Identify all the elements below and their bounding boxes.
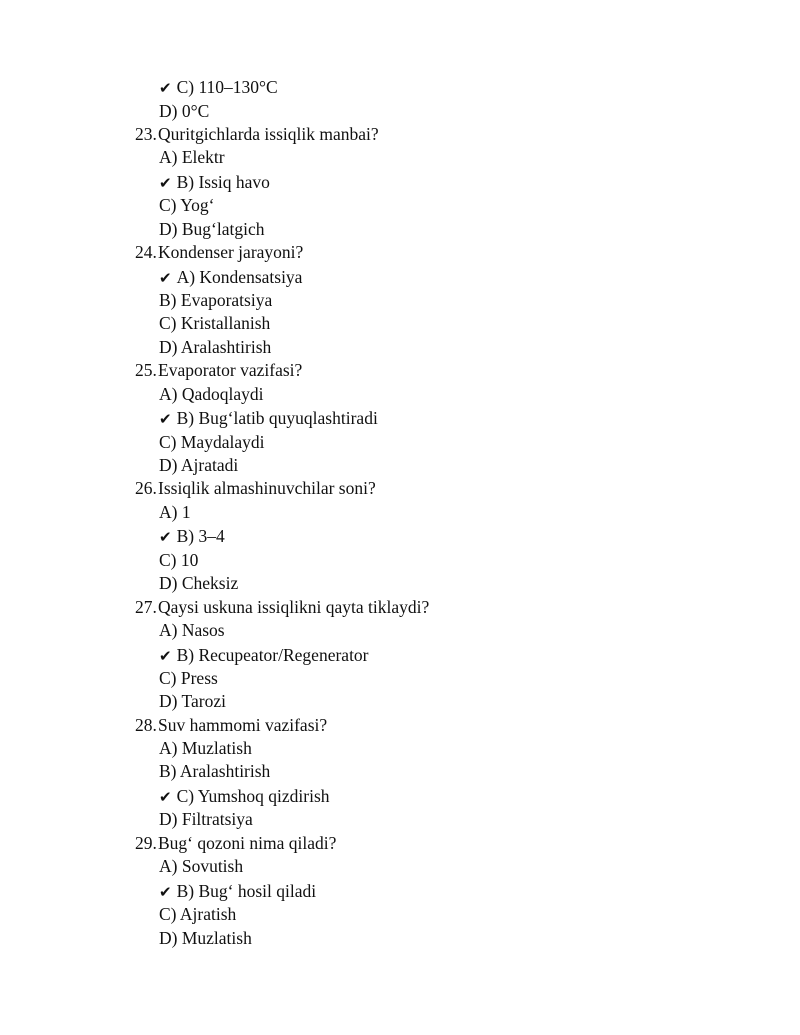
answer-option bbox=[0, 927, 800, 950]
answer-option bbox=[0, 572, 800, 595]
answer-option bbox=[0, 431, 800, 454]
question-heading bbox=[0, 123, 800, 146]
answer-option-text: C) Yog‘ bbox=[159, 195, 215, 216]
answer-option-correct bbox=[0, 525, 800, 548]
checkmark-icon: ✔ bbox=[159, 268, 172, 287]
answer-option-text: D) Filtratsiya bbox=[159, 809, 253, 830]
answer-option bbox=[0, 690, 800, 713]
answer-option bbox=[0, 312, 800, 335]
answer-option-text: A) Muzlatish bbox=[159, 738, 252, 759]
question-number: 27. bbox=[135, 596, 157, 617]
question-text: Evaporator vazifasi? bbox=[158, 360, 303, 381]
answer-option-correct bbox=[0, 171, 800, 194]
answer-option-text: C) 110–130°C bbox=[176, 77, 278, 98]
answer-option bbox=[0, 549, 800, 572]
answer-option bbox=[0, 903, 800, 926]
quiz-document bbox=[0, 75, 800, 950]
answer-option bbox=[0, 737, 800, 760]
answer-option-text: A) Sovutish bbox=[159, 856, 244, 877]
question-heading bbox=[0, 477, 800, 500]
answer-option-correct bbox=[0, 644, 800, 667]
question-text: Issiqlik almashinuvchilar soni? bbox=[158, 478, 376, 499]
answer-option bbox=[0, 667, 800, 690]
answer-option bbox=[0, 383, 800, 406]
answer-option-text: A) Kondensatsiya bbox=[176, 266, 303, 287]
question-text: Kondenser jarayoni? bbox=[158, 242, 304, 263]
answer-option bbox=[0, 619, 800, 642]
question-heading bbox=[0, 359, 800, 382]
answer-option bbox=[0, 501, 800, 524]
answer-option-text: C) Maydalaydi bbox=[159, 431, 265, 452]
answer-option-text: B) Issiq havo bbox=[176, 171, 270, 192]
question-text: Quritgichlarda issiqlik manbai? bbox=[158, 123, 379, 144]
checkmark-icon: ✔ bbox=[159, 788, 172, 807]
answer-option-correct bbox=[0, 407, 800, 430]
answer-option-text: D) 0°C bbox=[159, 100, 210, 121]
answer-option-correct bbox=[0, 76, 800, 99]
question-number: 24. bbox=[135, 242, 157, 263]
question-text: Suv hammomi vazifasi? bbox=[158, 714, 328, 735]
question-text: Bug‘ qozoni nima qiladi? bbox=[158, 832, 337, 853]
answer-option-text: A) Nasos bbox=[159, 619, 225, 640]
answer-option-text: B) Evaporatsiya bbox=[159, 290, 273, 311]
answer-option-text: C) Press bbox=[159, 667, 218, 688]
answer-option-correct bbox=[0, 785, 800, 808]
answer-option-text: A) 1 bbox=[159, 501, 191, 522]
question-heading bbox=[0, 596, 800, 619]
checkmark-icon: ✔ bbox=[159, 882, 172, 901]
question-heading bbox=[0, 714, 800, 737]
answer-option bbox=[0, 289, 800, 312]
question-heading bbox=[0, 241, 800, 264]
answer-option bbox=[0, 100, 800, 123]
answer-option-text: D) Tarozi bbox=[159, 691, 226, 712]
checkmark-icon: ✔ bbox=[159, 410, 172, 429]
answer-option bbox=[0, 808, 800, 831]
question-number: 23. bbox=[135, 123, 157, 144]
answer-option-correct bbox=[0, 266, 800, 289]
question-number: 28. bbox=[135, 714, 157, 735]
answer-option bbox=[0, 760, 800, 783]
question-heading bbox=[0, 832, 800, 855]
answer-option-text: D) Muzlatish bbox=[159, 927, 252, 948]
answer-option bbox=[0, 454, 800, 477]
answer-option-text: B) Bug‘latib quyuqlashtiradi bbox=[176, 408, 378, 429]
question-number: 26. bbox=[135, 478, 157, 499]
question-number: 25. bbox=[135, 360, 157, 381]
answer-option-text: D) Cheksiz bbox=[159, 573, 239, 594]
answer-option-text: B) 3–4 bbox=[176, 526, 225, 547]
answer-option-text: C) 10 bbox=[159, 549, 199, 570]
answer-option-text: B) Aralashtirish bbox=[159, 761, 271, 782]
answer-option-text: A) Elektr bbox=[159, 147, 225, 168]
checkmark-icon: ✔ bbox=[159, 528, 172, 547]
question-number: 29. bbox=[135, 832, 157, 853]
answer-option-text: C) Kristallanish bbox=[159, 313, 271, 334]
question-text: Qaysi uskuna issiqlikni qayta tiklaydi? bbox=[158, 596, 430, 617]
checkmark-icon: ✔ bbox=[159, 646, 172, 665]
answer-option-correct bbox=[0, 880, 800, 903]
answer-option-text: D) Aralashtirish bbox=[159, 336, 272, 357]
answer-option-text: B) Bug‘ hosil qiladi bbox=[176, 880, 317, 901]
answer-option-text: A) Qadoqlaydi bbox=[159, 383, 264, 404]
answer-option-text: B) Recupeator/Regenerator bbox=[176, 644, 369, 665]
checkmark-icon: ✔ bbox=[159, 79, 172, 98]
answer-option-text: D) Bug‘latgich bbox=[159, 218, 265, 239]
answer-option bbox=[0, 336, 800, 359]
answer-option-text: C) Ajratish bbox=[159, 904, 237, 925]
answer-option bbox=[0, 194, 800, 217]
checkmark-icon: ✔ bbox=[159, 173, 172, 192]
answer-option bbox=[0, 146, 800, 169]
answer-option-text: C) Yumshoq qizdirish bbox=[176, 786, 330, 807]
answer-option bbox=[0, 218, 800, 241]
answer-option bbox=[0, 855, 800, 878]
answer-option-text: D) Ajratadi bbox=[159, 455, 239, 475]
